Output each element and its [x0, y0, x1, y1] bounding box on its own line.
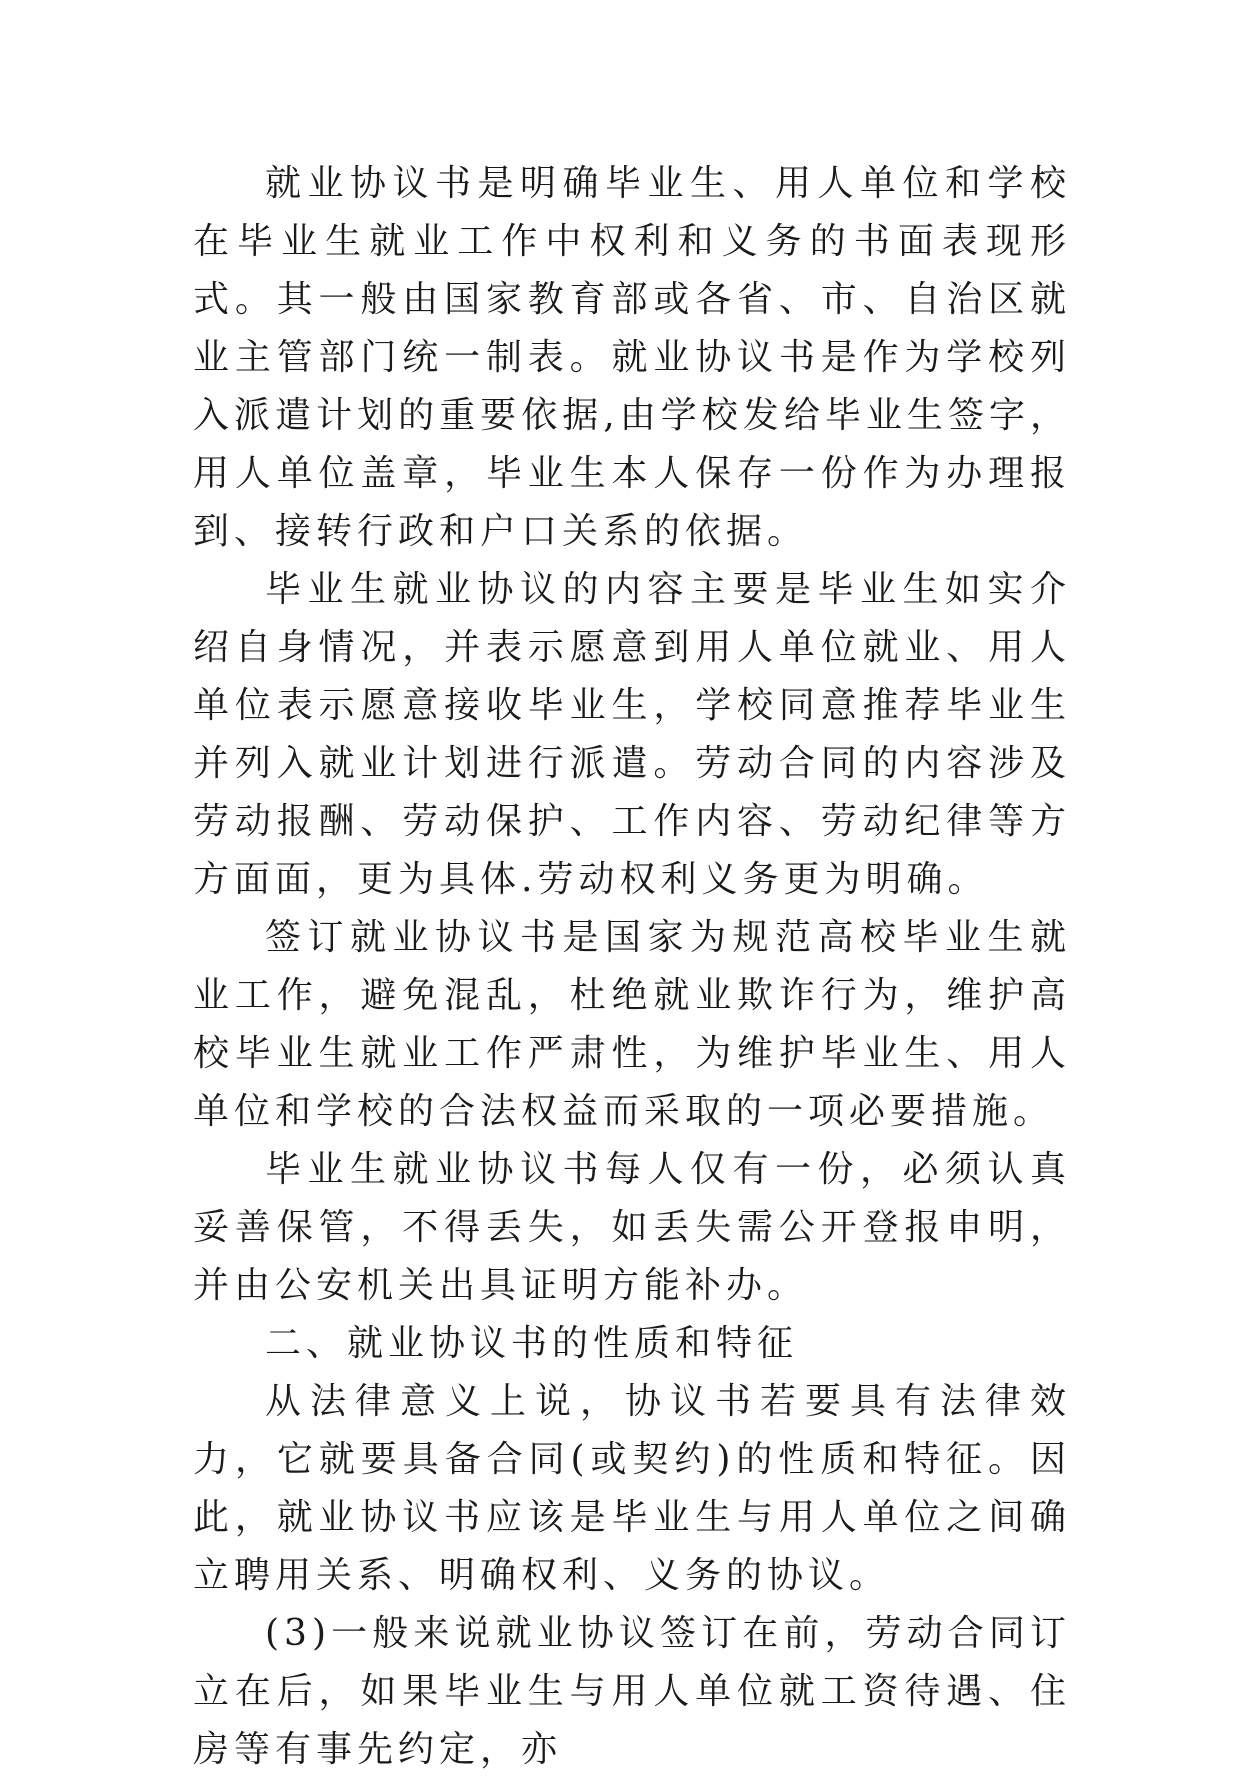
paragraph-agreement-content: 毕业生就业协议的内容主要是毕业生如实介绍自身情况，并表示愿意到用人单位就业、用人单位表示愿意接收毕业生，学校同意推荐毕业生并列入就业计划进行派遣。劳动合同的内容涉及劳动报酬、劳动保护、工作内容、劳动纪律等方方面面，更为具体.劳动权利义务更为明确。 — [193, 569, 1071, 900]
paragraph-legal-meaning: 从法律意义上说，协议书若要具有法律效力，它就要具备合同(或契约)的性质和特征。因此，就业协议书应该是毕业生与用人单位之间确立聘用关系、明确权利、义务的协议。 — [193, 1381, 1071, 1596]
paragraph-safekeeping: 毕业生就业协议书每人仅有一份，必须认真妥善保管，不得丢失，如丢失需公开登报申明，并由公安机关出具证明方能补办。 — [193, 1149, 1071, 1306]
section-heading-nature: 二、就业协议书的性质和特征 — [265, 1323, 799, 1364]
paragraph-agreement-definition: 就业协议书是明确毕业生、用人单位和学校在毕业生就业工作中权利和义务的书面表现形式。其一般由国家教育部或各省、市、自治区就业主管部门统一制表。就业协议书是作为学校列入派遣计划的重要依据,由学校发给毕业生签字，用人单位盖章，毕业生本人保存一份作为办理报到、接转行政和户口关系的依据。 — [193, 163, 1071, 552]
paragraph-order-of-signing: (3)一般来说就业协议签订在前，劳动合同订立在后，如果毕业生与用人单位就工资待遇、住房等有事先约定，亦 — [193, 1613, 1071, 1770]
paragraph-signing-purpose: 签订就业协议书是国家为规范高校毕业生就业工作，避免混乱，杜绝就业欺诈行为，维护高校毕业生就业工作严肃性，为维护毕业生、用人单位和学校的合法权益而采取的一项必要措施。 — [193, 917, 1071, 1132]
document-body — [193, 155, 1071, 1779]
